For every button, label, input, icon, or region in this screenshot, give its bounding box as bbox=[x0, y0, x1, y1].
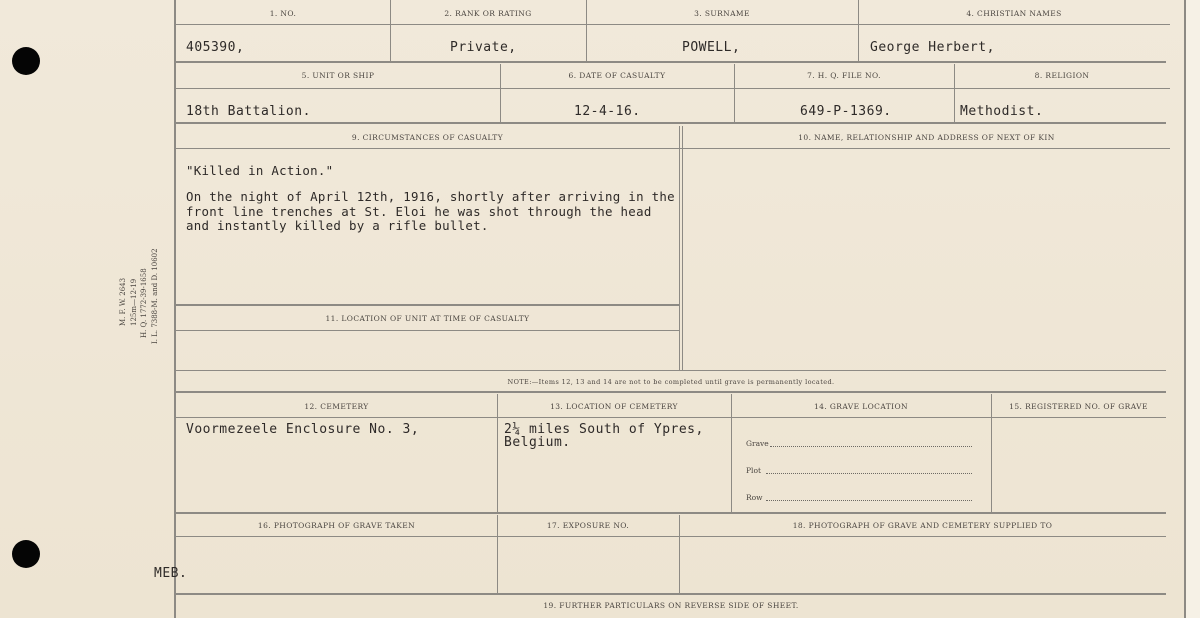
circumstances-title: "Killed in Action." bbox=[186, 163, 334, 178]
rule bbox=[176, 512, 1166, 514]
value-christian: George Herbert, bbox=[870, 40, 995, 55]
label-no: 1. NO. bbox=[269, 9, 297, 18]
label-grave-location: 14. GRAVE LOCATION bbox=[813, 402, 909, 411]
label-surname: 3. SURNAME bbox=[694, 9, 750, 18]
circumstances-line-2: front line trenches at St. Eloi he was shot through the head bbox=[186, 204, 652, 219]
circumstances-line-1: On the night of April 12th, 1916, shortly after arriving in the bbox=[186, 189, 675, 204]
note-text: NOTE:—Items 12, 13 and 14 are not to be completed until grave is permanently located. bbox=[507, 378, 835, 386]
form-code-4: I. L. 7388-M. and D. 10602 bbox=[151, 248, 159, 344]
rule bbox=[176, 88, 1170, 89]
label-location-cemetery: 13. LOCATION OF CEMETERY bbox=[550, 402, 678, 411]
rule bbox=[176, 391, 1166, 393]
rule bbox=[176, 304, 679, 306]
form-code-1: M. F. W. 2643 bbox=[119, 277, 127, 326]
circumstances-line-3: and instantly killed by a rifle bullet. bbox=[186, 218, 489, 233]
label-christian: 4. CHRISTIAN NAMES bbox=[966, 9, 1062, 18]
value-rank: Private, bbox=[450, 40, 517, 55]
rule bbox=[991, 394, 992, 512]
plot-field-label: Plot bbox=[746, 466, 761, 475]
grave-field-line bbox=[770, 446, 972, 447]
label-unit: 5. UNIT OR SHIP bbox=[301, 71, 375, 80]
grave-field-label: Grave bbox=[746, 439, 769, 448]
label-cemetery: 12. CEMETERY bbox=[304, 402, 369, 411]
punch-hole-top bbox=[12, 47, 40, 75]
label-rank: 2. RANK OR RATING bbox=[444, 9, 532, 18]
form-code-2: 125m—12-19 bbox=[130, 278, 138, 326]
label-photo-supplied: 18. PHOTOGRAPH OF GRAVE AND CEMETERY SUPPLIED TO bbox=[792, 521, 1053, 530]
right-edge bbox=[1184, 0, 1200, 618]
label-location-unit: 11. LOCATION OF UNIT AT TIME OF CASUALTY bbox=[325, 314, 530, 323]
rule bbox=[679, 126, 680, 370]
rule bbox=[176, 370, 1166, 371]
rule bbox=[497, 394, 498, 512]
value-unit: 18th Battalion. bbox=[186, 104, 311, 119]
label-registered: 15. REGISTERED NO. OF GRAVE bbox=[1009, 402, 1148, 411]
label-photo-taken: 16. PHOTOGRAPH OF GRAVE TAKEN bbox=[257, 521, 416, 530]
label-file: 7. H. Q. FILE NO. bbox=[807, 71, 881, 80]
value-no: 405390, bbox=[186, 40, 245, 55]
value-surname: POWELL, bbox=[682, 40, 741, 55]
plot-field-line bbox=[766, 473, 972, 474]
label-kin: 10. NAME, RELATIONSHIP AND ADDRESS OF NEXT OF KIN bbox=[798, 133, 1055, 142]
value-file: 649-P-1369. bbox=[800, 104, 892, 119]
rule bbox=[176, 148, 1170, 149]
value-location-line-1: 2¼ miles South of Ypres, bbox=[504, 422, 704, 437]
value-date: 12-4-16. bbox=[574, 104, 641, 119]
row-field-label: Row bbox=[746, 493, 763, 502]
rule bbox=[176, 593, 1166, 595]
label-exposure: 17. EXPOSURE NO. bbox=[546, 521, 630, 530]
label-date: 6. DATE OF CASUALTY bbox=[568, 71, 666, 80]
rule bbox=[176, 122, 1166, 124]
rule bbox=[682, 126, 683, 370]
label-circumstances: 9. CIRCUMSTANCES OF CASUALTY bbox=[351, 133, 504, 142]
label-further: 19. FURTHER PARTICULARS ON REVERSE SIDE OF SHEET. bbox=[543, 601, 799, 610]
row-field-line bbox=[766, 500, 972, 501]
rule bbox=[731, 394, 732, 512]
rule bbox=[176, 417, 1166, 418]
rule bbox=[176, 536, 1166, 537]
rule bbox=[176, 61, 1166, 63]
rule bbox=[176, 330, 679, 331]
label-religion: 8. RELIGION bbox=[1034, 71, 1090, 80]
value-religion: Methodist. bbox=[960, 104, 1044, 119]
form-code-3: H. Q. 1772-39-1658 bbox=[140, 268, 148, 338]
clerk-initials: MEB. bbox=[154, 566, 188, 581]
value-location-line-2: Belgium. bbox=[504, 435, 571, 450]
value-cemetery: Voormezeele Enclosure No. 3, bbox=[186, 422, 420, 437]
punch-hole-bottom bbox=[12, 540, 40, 568]
rule bbox=[176, 24, 1170, 25]
